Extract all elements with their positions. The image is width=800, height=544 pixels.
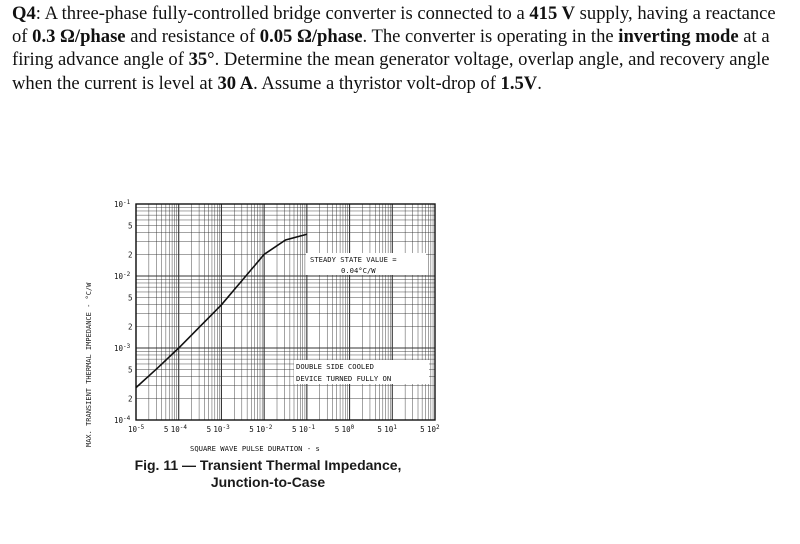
question-text-segment: and resistance of [125,26,260,48]
thermal-impedance-chart [70,192,470,492]
x-tick-label: $10^0$ [341,424,355,434]
x-tick-label: $10^{-1}$ [298,424,316,434]
question-text-segment: supply, having a reactance of [12,3,776,48]
question-label: Q4 [12,3,36,24]
x-tick-label: $10^2$ [427,424,440,434]
y-axis-label: MAX. TRANSIENT THERMAL IMPEDANCE - °C/W [85,282,93,447]
x-tick-label: 5 [163,425,169,434]
question-value: 30 A [217,72,254,94]
question-text-segment: . Determine the mean generator voltage, overlap angle, and recovery angle when the current is level at [12,49,770,94]
y-tick-label: 5 [128,365,133,375]
x-tick-label: 5 [206,425,212,434]
question-text [12,2,787,95]
x-tick-label: 5 [377,425,382,434]
question-text-segment: at a firing advance angle of [12,26,770,71]
y-tick-label: $10^{-3}$ [114,343,131,353]
steady-state-value: 0.04°C/W [341,266,376,275]
x-tick-label: 5 [334,425,340,434]
question-body [12,3,776,94]
x-tick-label: 5 [249,425,254,434]
x-tick-label: $10^{-3}$ [213,424,230,434]
caption-line-2: Junction-to-Case [210,474,326,490]
y-tick-label: 2 [128,394,133,404]
question-value: inverting mode [618,26,739,48]
steady-state-annotation: STEADY STATE VALUE = [310,255,397,264]
question-text-segment: A three-phase fully-controlled bridge converter is connected to a [44,3,530,24]
y-tick-label: 5 [128,221,133,231]
y-tick-label: 5 [128,293,133,303]
y-tick-label: $10^{-2}$ [114,271,131,281]
x-axis-label: SQUARE WAVE PULSE DURATION - s [190,444,320,453]
y-tick-label: 2 [128,250,133,260]
x-tick-label: $10^1$ [384,424,397,434]
question-value: 415 V [529,3,576,24]
y-tick-label: 2 [128,322,133,332]
x-tick-label: $10^{-2}$ [256,424,273,434]
question-value: 1.5V [500,72,538,94]
question-value: 35° [188,49,215,71]
question-text-segment: . The converter is operating in the [362,26,619,48]
question-text-segment: . Assume a thyristor volt-drop of [253,72,501,94]
question-text-segment: . [537,72,542,94]
y-tick-label: $10^{-1}$ [114,199,131,209]
chart-grid [136,204,435,420]
x-tick-label: 5 [291,425,297,434]
y-tick-labels [114,199,133,425]
caption-line-1: Fig. 11 — Transient Thermal Impedance, [134,457,402,473]
y-tick-label: $10^{-4}$ [114,415,131,425]
question-value: 0.05 Ω/phase [259,26,363,48]
question-value: 0.3 Ω/phase [32,26,126,48]
x-tick-label: $10^{-4}$ [170,424,187,434]
cooling-annotation-line1: DOUBLE SIDE COOLED [296,362,374,371]
question-label-colon: : [35,3,45,24]
x-tick-label: $10^{-5}$ [128,424,145,434]
cooling-annotation-line2: DEVICE TURNED FULLY ON [296,374,392,383]
figure-caption [118,457,418,491]
x-tick-labels [128,424,440,434]
x-tick-label: 5 [420,425,425,434]
